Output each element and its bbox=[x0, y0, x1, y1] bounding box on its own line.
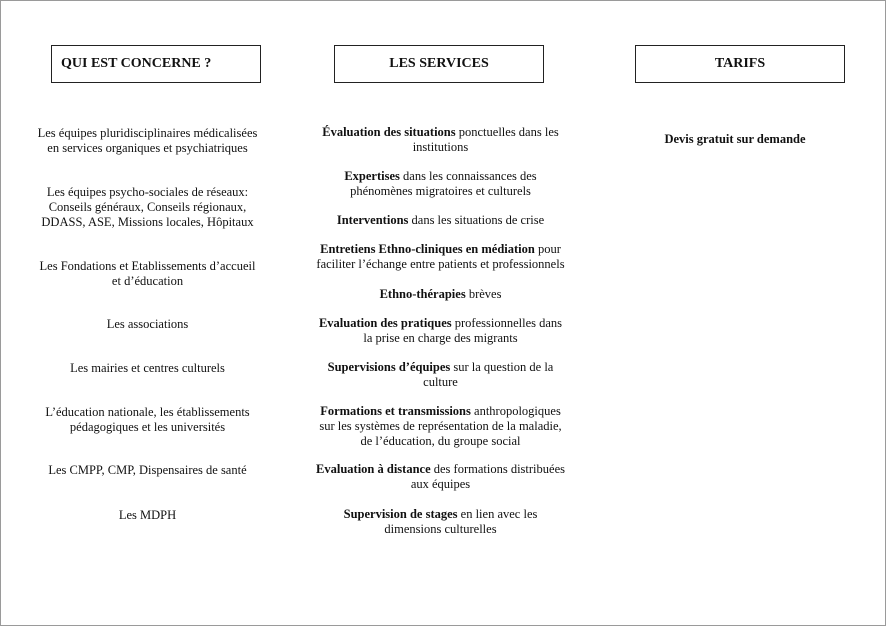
who-line: en services organiques et psychiatriques bbox=[47, 141, 248, 155]
service-line bbox=[308, 287, 573, 302]
who-line: L’éducation nationale, les établissements bbox=[45, 405, 250, 419]
service-item bbox=[308, 507, 573, 537]
service-text: brèves bbox=[465, 287, 502, 301]
who-item bbox=[25, 126, 270, 156]
who-item bbox=[25, 463, 270, 478]
service-item bbox=[308, 287, 573, 302]
who-line: pédagogiques et les universités bbox=[69, 420, 226, 434]
service-item bbox=[308, 125, 573, 155]
who-line: Les CMPP, CMP, Dispensaires de santé bbox=[48, 463, 247, 477]
service-text: pour bbox=[534, 242, 561, 256]
service-title: Ethno-thérapies bbox=[379, 287, 466, 301]
service-line: institutions bbox=[412, 140, 469, 154]
service-item bbox=[308, 213, 573, 228]
service-line: la prise en charge des migrants bbox=[363, 331, 518, 345]
service-line bbox=[308, 507, 573, 522]
who-item bbox=[25, 361, 270, 376]
who-item bbox=[25, 259, 270, 289]
service-line bbox=[308, 316, 573, 331]
who-item bbox=[25, 508, 270, 523]
who-line: Les associations bbox=[106, 317, 189, 331]
service-line bbox=[308, 404, 573, 419]
service-text: sur la question de la bbox=[450, 360, 554, 374]
service-title: Expertises bbox=[344, 169, 400, 183]
header-services-label: LES SERVICES bbox=[389, 56, 489, 71]
service-line bbox=[308, 360, 573, 375]
tarifs-column bbox=[630, 0, 840, 626]
service-title: Formations et transmissions bbox=[320, 404, 471, 418]
who-line: et d’éducation bbox=[111, 274, 184, 288]
service-text: anthropologiques bbox=[470, 404, 561, 418]
who-line: DDASS, ASE, Missions locales, Hôpitaux bbox=[41, 215, 254, 229]
service-line: phénomènes migratoires et culturels bbox=[350, 184, 531, 198]
who-line: Les MDPH bbox=[118, 508, 177, 522]
service-line: culture bbox=[423, 375, 458, 389]
service-item bbox=[308, 169, 573, 199]
service-title: Supervision de stages bbox=[343, 507, 458, 521]
service-item bbox=[308, 242, 573, 272]
service-line: dimensions culturelles bbox=[384, 522, 497, 536]
tarif-quote-text: Devis gratuit sur demande bbox=[664, 132, 806, 146]
service-line: faciliter l’échange entre patients et professionnels bbox=[316, 257, 565, 271]
service-line: de l’éducation, du groupe social bbox=[360, 434, 521, 448]
service-line bbox=[308, 213, 573, 228]
service-item bbox=[308, 316, 573, 346]
header-tarifs-label: TARIFS bbox=[714, 56, 766, 71]
services-column bbox=[308, 0, 573, 626]
service-line: sur les systèmes de représentation de la maladie, bbox=[319, 419, 562, 433]
service-text: dans les connaissances des bbox=[399, 169, 537, 183]
service-text: dans les situations de crise bbox=[408, 213, 545, 227]
service-text: ponctuelles dans les bbox=[455, 125, 559, 139]
service-line bbox=[308, 169, 573, 184]
service-item bbox=[308, 404, 573, 449]
service-item bbox=[308, 462, 573, 492]
service-title: Interventions bbox=[336, 213, 409, 227]
service-title: Evaluation des pratiques bbox=[318, 316, 452, 330]
service-line bbox=[308, 462, 573, 477]
service-item bbox=[308, 360, 573, 390]
who-line: Conseils généraux, Conseils régionaux, bbox=[48, 200, 247, 214]
who-item bbox=[25, 317, 270, 332]
who-column bbox=[25, 0, 270, 626]
who-item bbox=[25, 185, 270, 230]
service-title: Entretiens Ethno-cliniques en médiation bbox=[320, 242, 535, 256]
service-line bbox=[308, 242, 573, 257]
service-text: professionnelles dans bbox=[451, 316, 563, 330]
who-line: Les Fondations et Etablissements d’accueil bbox=[39, 259, 256, 273]
service-text: en lien avec les bbox=[457, 507, 538, 521]
service-title: Supervisions d’équipes bbox=[327, 360, 451, 374]
tarif-item bbox=[630, 132, 840, 147]
who-line: Les mairies et centres culturels bbox=[70, 361, 225, 375]
service-title: Évaluation des situations bbox=[322, 125, 456, 139]
header-who-label: QUI EST CONCERNE ? bbox=[61, 56, 212, 71]
who-line: Les équipes psycho-sociales de réseaux: bbox=[46, 185, 249, 199]
service-text: des formations distribuées bbox=[430, 462, 565, 476]
service-line: aux équipes bbox=[410, 477, 471, 491]
service-line bbox=[308, 125, 573, 140]
who-line: Les équipes pluridisciplinaires médicalisées bbox=[37, 126, 258, 140]
who-item bbox=[25, 405, 270, 435]
service-title: Evaluation à distance bbox=[316, 462, 431, 476]
